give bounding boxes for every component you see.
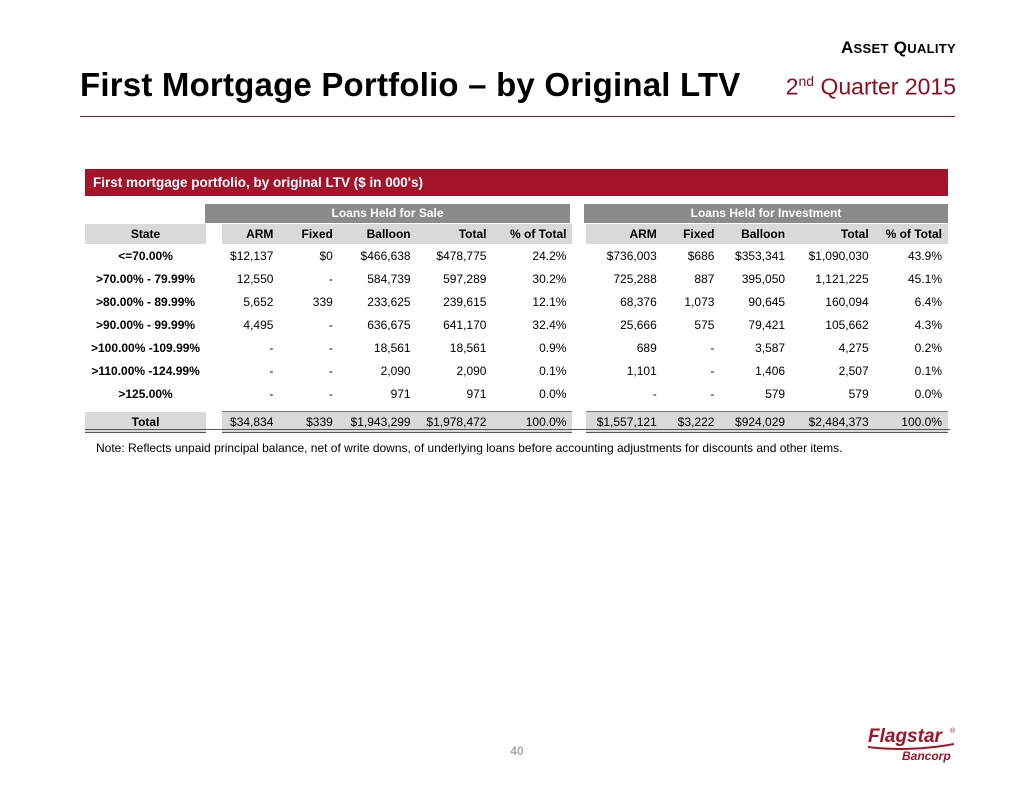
cell: 0.2% [914,340,942,355]
cell: 239,615 [443,294,487,309]
total-cell: 100.0% [875,412,948,433]
cell: 5,652 [243,294,274,309]
total-cell: $2,484,373 [791,412,875,433]
cell: 887 [694,271,715,286]
cell: $686 [687,248,715,263]
col-header-inv-arm: ARM [586,224,663,244]
cell: $353,341 [735,248,786,263]
cell: - [269,340,274,355]
cell: - [710,363,715,378]
ltv-table [85,224,948,433]
cell: 0.0% [539,386,567,401]
cell: 636,675 [367,317,411,332]
col-header-inv-fixed: Fixed [663,224,721,244]
cell: $1,090,030 [808,248,869,263]
cell: 233,625 [367,294,411,309]
cell: 339 [312,294,333,309]
cell: 25,666 [620,317,657,332]
cell: 1,101 [626,363,657,378]
cell: $0 [319,248,333,263]
col-header-sale-balloon: Balloon [339,224,417,244]
cell: 68,376 [620,294,657,309]
cell: 30.2% [532,271,567,286]
cell: 0.1% [914,363,942,378]
cell: 105,662 [825,317,869,332]
total-cell: $924,029 [720,412,791,433]
table-row [85,336,948,359]
cell: 1,073 [684,294,715,309]
cell: 0.9% [539,340,567,355]
total-cell: 100.0% [492,412,572,433]
cell: 2,090 [380,363,411,378]
total-cell: $1,557,121 [586,412,663,433]
cell: 6.4% [914,294,942,309]
col-header-inv-balloon: Balloon [720,224,791,244]
col-header-sale-arm: ARM [222,224,279,244]
table-row [85,244,948,267]
cell: 579 [765,386,786,401]
cell: 12,550 [236,271,274,286]
cell: 24.2% [532,248,567,263]
cell: - [652,386,657,401]
cell: $466,638 [360,248,411,263]
total-cell: $34,834 [222,412,279,433]
table-banner: First mortgage portfolio, by original LTV ($ in 000's) [85,169,948,196]
page-title: First Mortgage Portfolio – by Original LTV [80,66,741,103]
cell: 18,561 [373,340,411,355]
cell: 725,288 [613,271,657,286]
cell: - [710,340,715,355]
total-cell: $1,978,472 [417,412,493,433]
cell: 2,507 [838,363,869,378]
page-number: 40 [510,744,524,758]
cell: 43.9% [907,248,942,263]
cell: $478,775 [436,248,487,263]
cell: $12,137 [230,248,274,263]
cell: - [269,363,274,378]
logo-name: Flagstar [868,726,942,747]
cell: - [328,271,333,286]
col-header-sale-fixed: Fixed [279,224,338,244]
cell: 641,170 [443,317,487,332]
column-header-row [85,224,948,244]
total-cell: $1,943,299 [339,412,417,433]
cell: 12.1% [532,294,567,309]
row-label: >100.00% -109.99% [91,340,201,355]
table-row [85,382,948,405]
cell: 18,561 [449,340,487,355]
row-label: >70.00% - 79.99% [96,271,196,286]
cell: $736,003 [606,248,657,263]
logo-registered: ® [950,728,956,735]
row-label: >80.00% - 89.99% [96,294,196,309]
cell: 0.1% [539,363,567,378]
row-label: >110.00% -124.99% [91,363,200,378]
total-cell: $3,222 [663,412,721,433]
cell: 4,495 [243,317,274,332]
cell: 3,587 [755,340,786,355]
quarter-label: 2nd Quarter 2015 [785,73,956,100]
cell: 575 [694,317,715,332]
cell: 971 [466,386,487,401]
cell: 4.3% [914,317,942,332]
cell: 0.0% [914,386,942,401]
table-row [85,359,948,382]
group-header-loans-held-for-sale: Loans Held for Sale [205,204,570,223]
cell: - [710,386,715,401]
table-row [85,313,948,336]
flagstar-logo [862,722,962,766]
logo-sub: Bancorp [902,749,951,763]
table-row [85,267,948,290]
cell: 971 [390,386,411,401]
cell: 2,090 [456,363,487,378]
cell: - [328,386,333,401]
section-heading: ASSET QUALITY [840,38,956,57]
col-header-state: State [85,224,206,244]
col-header-sale-pct: % of Total [492,224,572,244]
cell: 90,645 [748,294,786,309]
cell: 32.4% [532,317,567,332]
total-label: Total [85,412,206,433]
total-cell: $339 [279,412,338,433]
cell: 395,050 [741,271,786,286]
group-header-loans-held-for-investment: Loans Held for Investment [584,204,948,223]
cell: - [328,363,333,378]
cell: - [328,340,333,355]
cell: 597,289 [443,271,487,286]
cell: 45.1% [907,271,942,286]
cell: 1,121,225 [815,271,869,286]
col-header-inv-total: Total [791,224,875,244]
col-header-inv-pct: % of Total [875,224,948,244]
cell: 4,275 [838,340,869,355]
cell: - [269,386,274,401]
cell: 579 [848,386,869,401]
footnote: Note: Reflects unpaid principal balance, net of write downs, of underlying loans before accounting adjustments for discounts and other items. [96,441,843,455]
cell: 79,421 [748,317,786,332]
title-divider [80,116,955,117]
cell: 584,739 [367,271,411,286]
cell: 160,094 [825,294,869,309]
row-label: >90.00% - 99.99% [96,317,196,332]
table-row [85,290,948,313]
table-bottom-divider [85,429,950,430]
cell: 1,406 [755,363,786,378]
row-label: <=70.00% [118,248,173,263]
row-label: >125.00% [118,386,173,401]
cell: 689 [636,340,657,355]
col-header-sale-total: Total [417,224,493,244]
cell: - [328,317,333,332]
